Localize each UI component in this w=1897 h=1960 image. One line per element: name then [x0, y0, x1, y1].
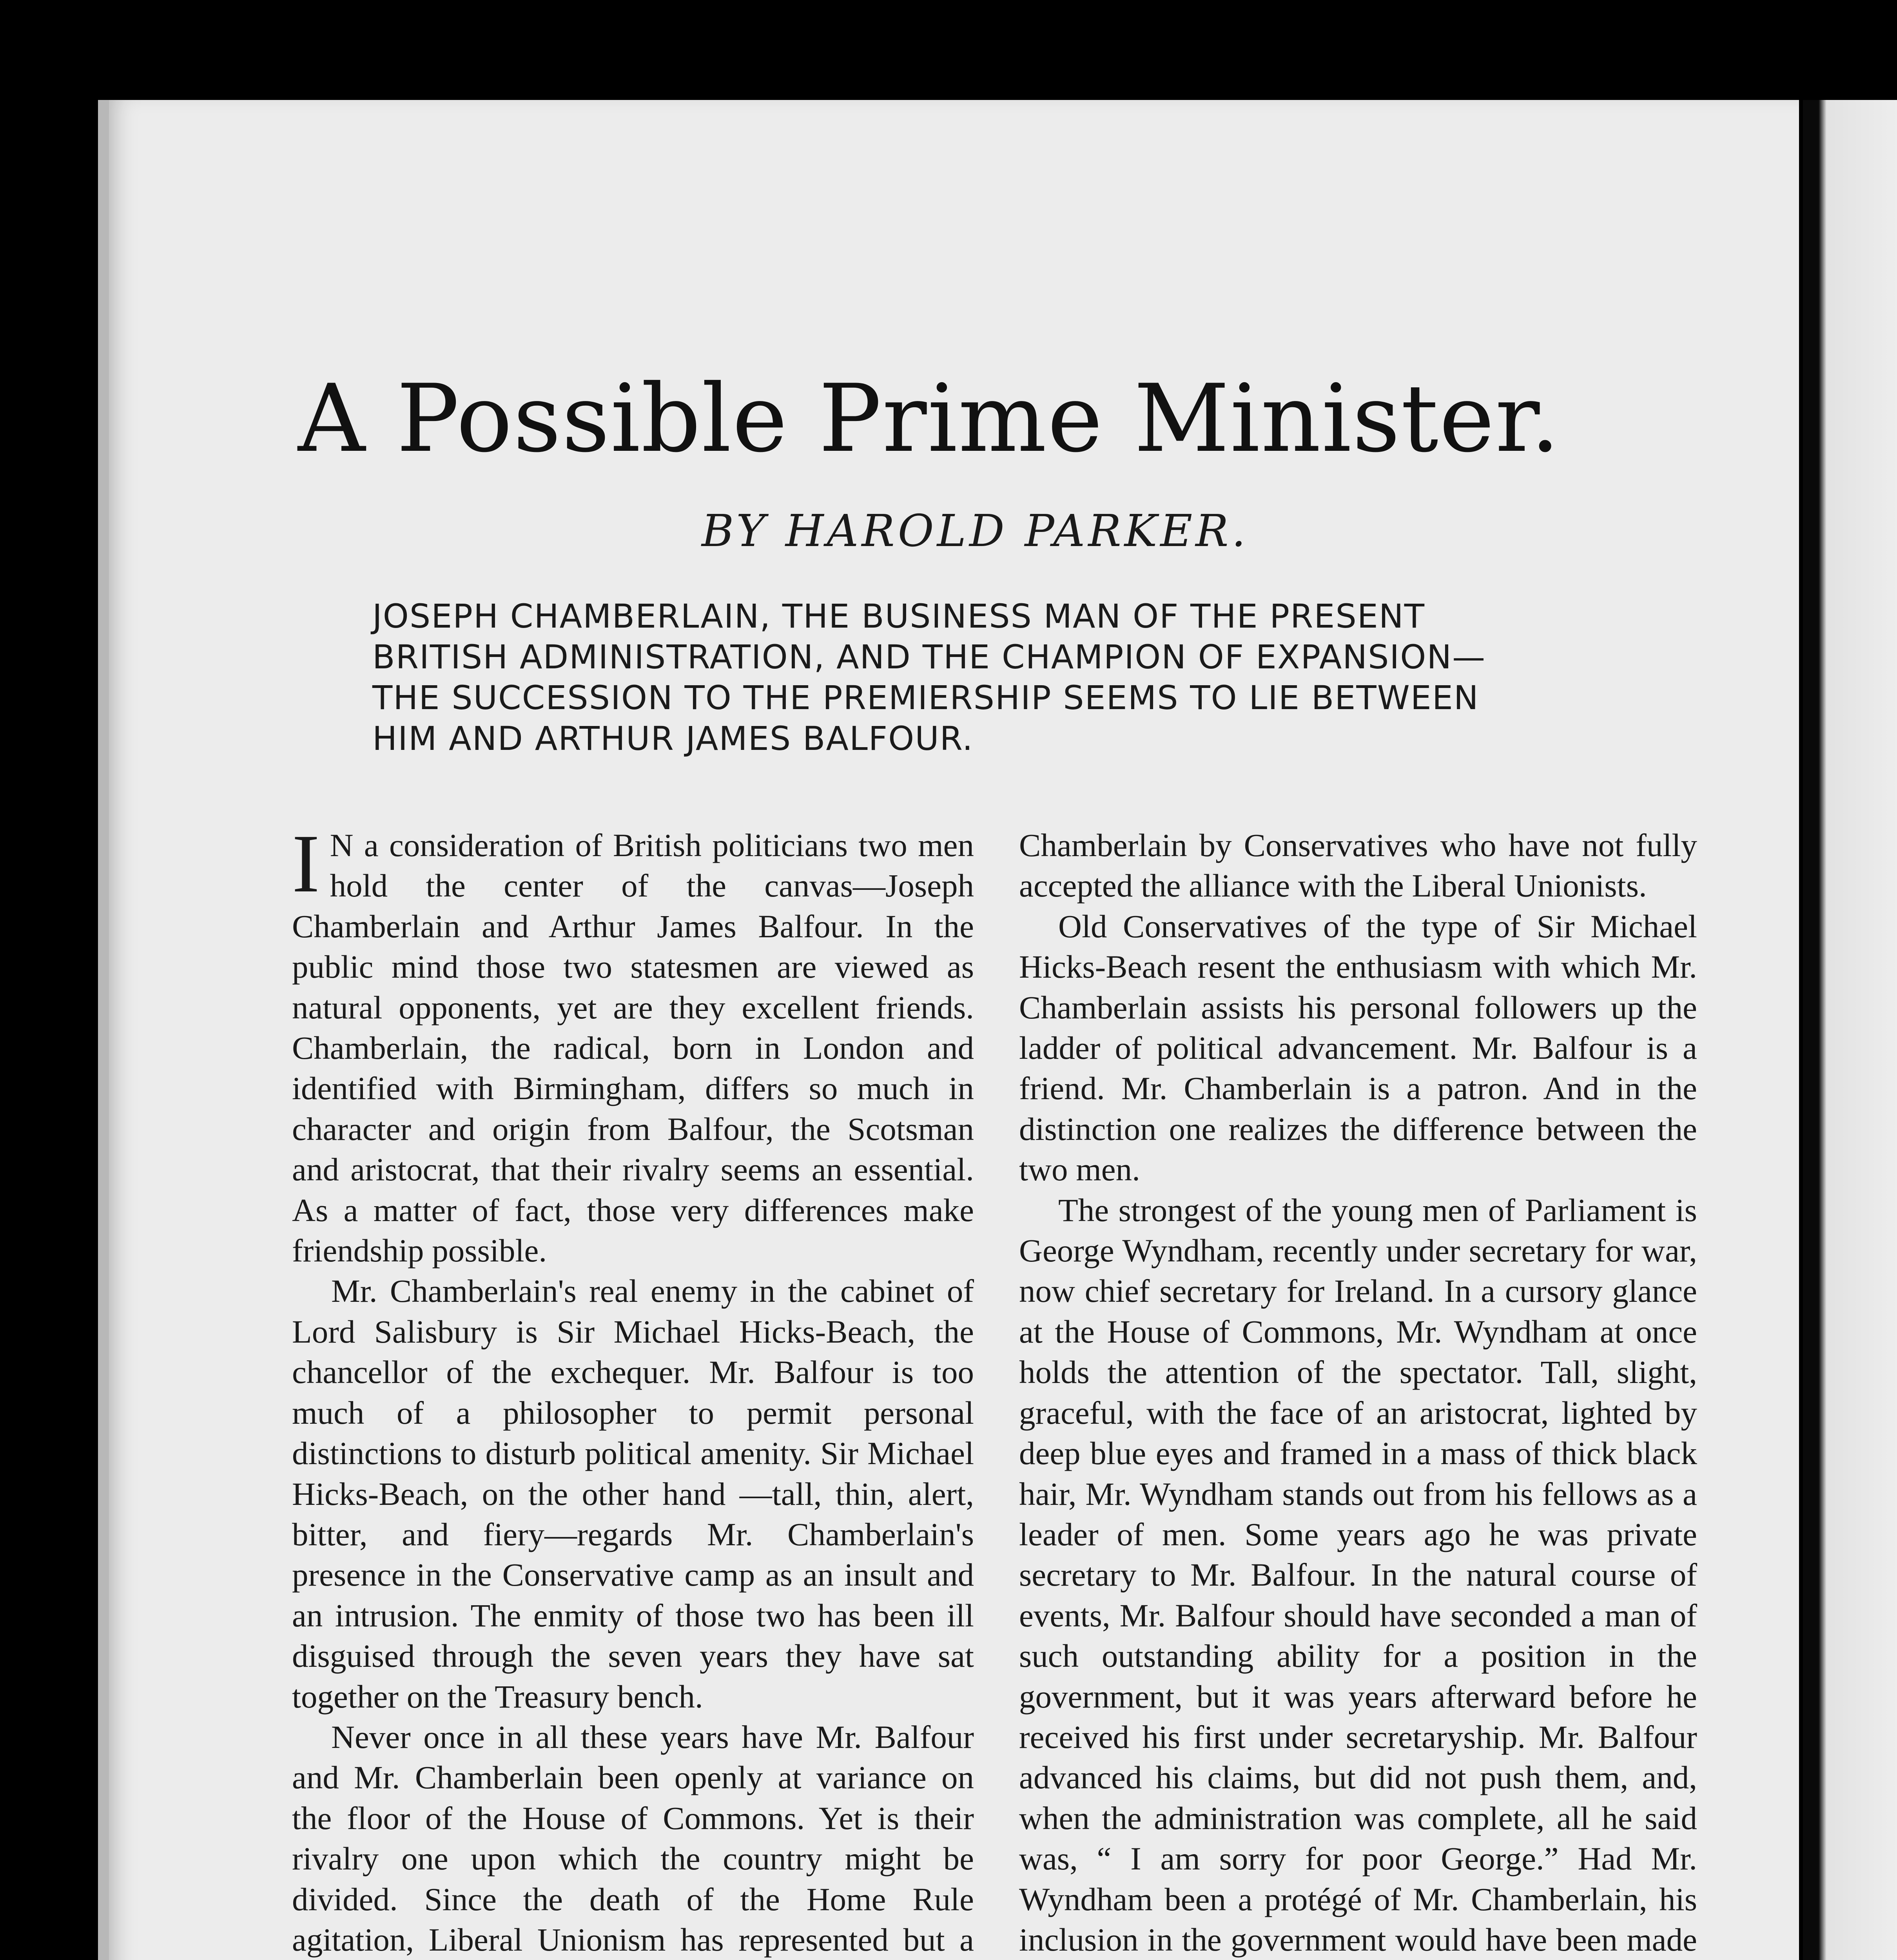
right-column	[1019, 825, 1697, 1960]
paragraph: Never once in all these years have Mr. Balfour and Mr. Chamberlain been openly at variance on the floor of the House of Commons. Yet is their rivalry one upon which the country might be divided. Since the death of the Home Rule agitation, Liberal Unionism has represented but a	[292, 1719, 974, 1958]
left-column	[292, 817, 974, 1960]
paragraph: Chamberlain by Conservatives who have not fully accepted the alliance with the Liberal Unionists.	[1019, 827, 1697, 904]
article-title: A Possible Prime Minister.	[298, 365, 1561, 473]
paragraph-text: N a consideration of British politicians two men hold the center of the canvas—Joseph Chamberlain and Arthur James Balfour. In the public mind those two statesmen are viewed as natural opponents, yet are they excellent friends. Chamberlain, the radical, born in London and identified with Birmingham, differs so much in character and origin from Balfour, the Scotsman and aristocrat, that their rivalry seems an essential. As a matter of fact, those very differences make friendship possible.	[292, 827, 974, 1269]
facing-page-edge	[1803, 100, 1897, 1960]
subhead-line: JOSEPH CHAMBERLAIN, THE BUSINESS MAN OF THE PRESENT	[372, 597, 1425, 635]
subhead-line: THE SUCCESSION TO THE PREMIERSHIP SEEMS TO LIE BETWEEN	[372, 679, 1479, 717]
article-subhead	[372, 596, 1650, 759]
subhead-line: BRITISH ADMINISTRATION, AND THE CHAMPION OF EXPANSION—	[372, 638, 1486, 676]
paragraph: Old Conservatives of the type of Sir Michael Hicks-Beach resent the enthusiasm with which Mr. Chamberlain assists his personal followers up the ladder of political advancement. Mr. Balfour is a friend. Mr. Chamberlain is a patron. And in the distinction one realizes the difference between the two men.	[1019, 908, 1697, 1188]
paragraph: The strongest of the young men of Parliament is George Wyndham, recently under secretary for war, now chief secretary for Ireland. In a cursory glance at the House of Commons, Mr. Wyndham at once holds the attention of the spectator. Tall, slight, graceful, with the face of an aristocrat, lighted by deep blue eyes and framed in a mass of thick black hair, Mr. Wyndham stands out from his fellows as a leader of men. Some years ago he was private secretary to Mr. Balfour. In the natural course of events, Mr. Balfour should have seconded a man of such outstanding ability for a position in the government, but it was years afterward before he received his first under secretaryship. Mr. Balfour advanced his claims, but did not push them, and, when the administration was complete, all he said was, “ I am sorry for poor George.” Had Mr. Wyndham been a protégé of Mr. Chamberlain, his inclusion in the government would have been made	[1019, 1192, 1697, 1958]
paragraph: Mr. Chamberlain's real enemy in the cabinet of Lord Salisbury is Sir Michael Hicks-Beach, the chancellor of the exchequer. Mr. Balfour is too much of a philosopher to permit personal distinctions to disturb political amenity. Sir Michael Hicks-Beach, on the other hand —tall, thin, alert, bitter, and fiery—regards Mr. Chamberlain's presence in the Conservative camp as an insult and an intrusion. The enmity of those two has been ill disguised through the seven years they have sat together on the Treasury bench.	[292, 1273, 974, 1715]
paragraph	[292, 817, 974, 1271]
subhead-line: HIM AND ARTHUR JAMES BALFOUR.	[372, 719, 974, 758]
article-byline: BY HAROLD PARKER.	[702, 506, 1249, 557]
drop-cap: I	[292, 817, 320, 909]
